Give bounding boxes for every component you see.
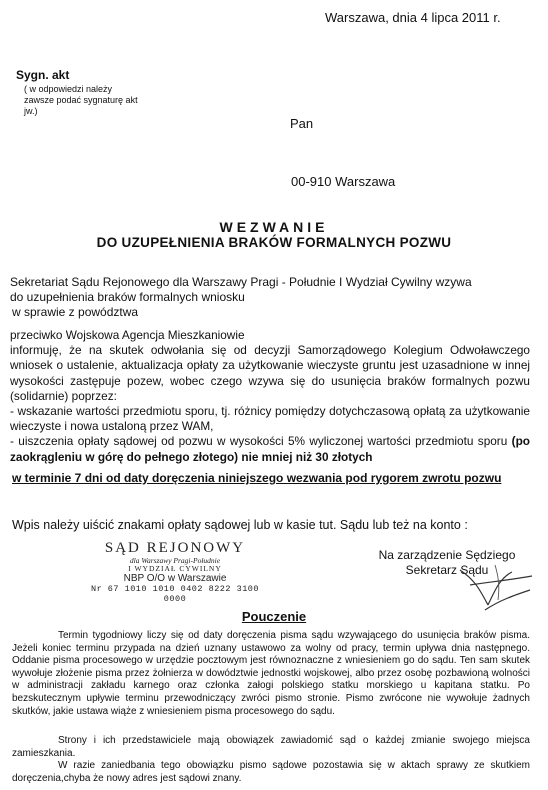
case-number-label: Sygn. akt <box>16 68 70 82</box>
document-subtitle: DO UZUPEŁNIENIA BRAKÓW FORMALNYCH POZWU <box>96 235 452 250</box>
payment-instruction: Wpis należy uiścić znakami opłaty sądowej lub w kasie tut. Sądu lub też na konto : <box>12 518 468 532</box>
instructions-p3-text: W razie zaniedbania tego obowiązku pismo sądowe pozostawia się w aktach sprawy ze skutkiem doręczenia,chyba że nowy adres jest sądowi znany. <box>12 760 530 784</box>
instructions-p2-text: Strony i ich przedstawiciele mają obowiązek zawiadomić sąd o każdej zmianie swojego miejsca zamieszkania. <box>12 735 530 759</box>
intro-line-3: w sprawie z powództwa <box>12 305 139 319</box>
intro-line-1: Sekretariat Sądu Rejonowego dla Warszawy Pragi - Południe I Wydział Cywilny wzywa <box>10 275 472 289</box>
case-number-note: ( w odpowiedzi należy zawsze podać sygnaturę akt jw.) <box>24 84 138 116</box>
instructions-paragraph-1 <box>12 630 530 718</box>
requirement-item-2-text: - uiszczenia opłaty sądowej od pozwu w wysokości 5% wyliczonej wartości przedmiotu sporu <box>10 434 512 449</box>
stamp-division: I WYDZIAŁ CYWILNY <box>128 564 222 573</box>
instructions-heading: Pouczenie <box>241 609 307 624</box>
stamp-court-name: SĄD REJONOWY <box>104 540 246 556</box>
stamp-court-district: dla Warszawy Pragi-Południe <box>129 556 221 565</box>
deadline-notice: w terminie 7 dni od daty doręczenia niniejszego wezwania pod rygorem zwrotu pozwu <box>12 471 502 485</box>
requirement-item-1: - wskazanie wartości przedmiotu sporu, tj. różnicy pomiędzy dotychczasową opłatą za użytkowanie wieczyste i nowa ustaloną przez WAM, <box>10 404 530 434</box>
addressee-postal-city: 00-910 Warszawa <box>291 174 396 189</box>
instructions-p1-text: Termin tygodniowy liczy się od daty doręczenia pisma sądu wzywającego do usunięcia braków pisma. Jeżeli koniec terminu przypada na dzień uznany ustawowo za wolny od pracy, termin upływa dnia następnego. Oddanie pisma procesowego w urzędzie pocztowym jest równoznaczne z wniesieniem go do sądu. Ten sam skutek wywołuje złożenie pisma przez żołnierza w dowództwie jednostki wojskowej, albo przez osobę pozbawioną wolności w administracji zakładu karnego oraz członka załogi polskiego statku morskiego u kapitana statku. Po bezskutecznym upływie terminu przewodniczący zwróci pismo stronie. Pismo zwrócone nie wywołuje żadnych skutków, jakie ustawa wiąże z wniesieniem pisma procesowego do sądu. <box>12 630 530 717</box>
defendant-line: przeciwko Wojskowa Agencja Mieszkaniowie <box>10 328 245 342</box>
requirement-item-2 <box>10 434 530 464</box>
main-paragraph: informuję, że na skutek odwołania się od decyzji Samorządowego Kolegium Odwoławczego wniosek o ustalenie, aktualizacja opłaty za użytkowanie wieczyste gruntu jest uzasadnione w innej wysokości zastępuje pozew, wobec czego wzywa się do usunięcia braków formalnych pozwu (solidarnie) poprzez: <box>10 343 530 403</box>
letter-date: Warszawa, dnia 4 lipca 2011 r. <box>325 10 501 25</box>
instructions-paragraph-2 <box>12 735 530 760</box>
document-title: WEZWANIE <box>219 219 329 235</box>
intro-paragraph <box>10 275 530 320</box>
body-block <box>10 328 530 465</box>
stamp-account-number: Nr 67 1010 1010 0402 8222 3100 0000 <box>90 584 260 604</box>
intro-line-2: do uzupełnienia braków formalnych wniosku <box>10 290 245 304</box>
order-line-2: Sekretarz Sądu <box>405 563 489 577</box>
requirement-item-2-bold: (po zaokrągleniu w górę do pełnego złotego) nie mniej niż 30 złotych <box>10 434 530 464</box>
order-line-1: Na zarządzenie Sędziego <box>378 548 516 562</box>
stamp-bank: NBP O/O w Warszawie <box>123 573 227 584</box>
addressee-salutation: Pan <box>290 116 314 131</box>
court-stamp <box>90 540 260 604</box>
instructions-paragraph-3 <box>12 760 530 785</box>
